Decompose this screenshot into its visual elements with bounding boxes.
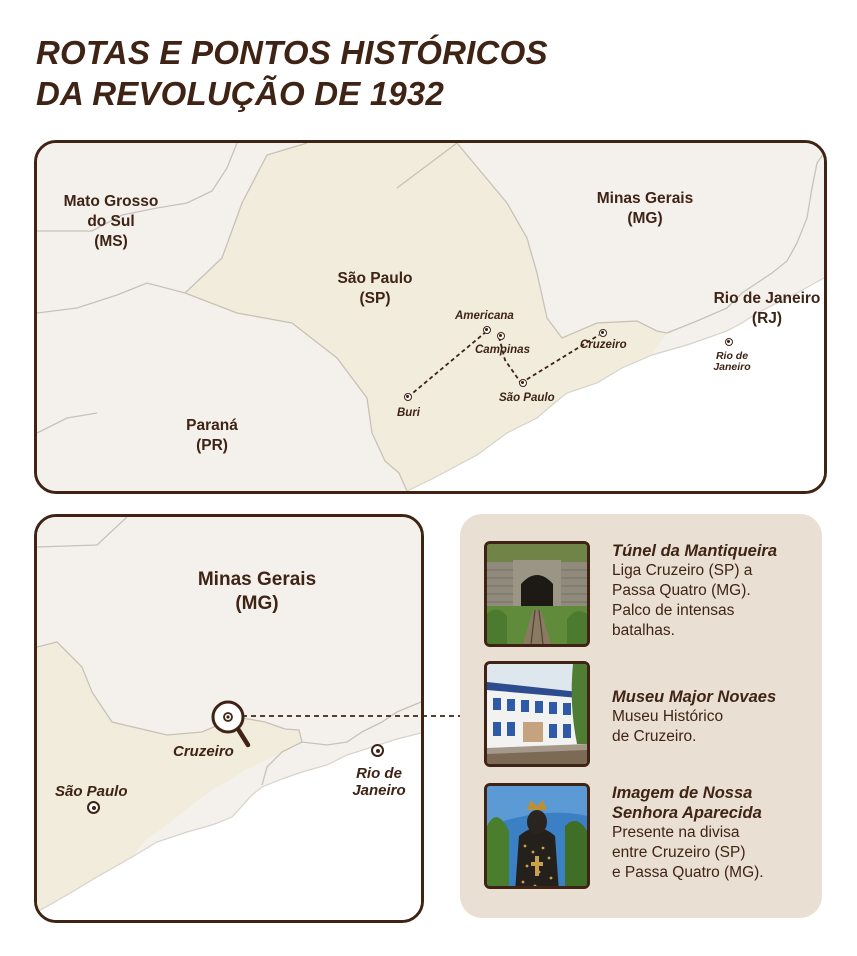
city-label-sao-paulo: São Paulo [55,783,128,800]
point-title: Imagem de Nossa Senhora Aparecida [612,784,762,822]
state-label-mg: Minas Gerais (MG) [596,190,694,227]
city-label-americana: Americana [455,310,514,322]
state-label-mg: Minas Gerais (MG) [197,569,317,614]
point-description: Museu Histórico de Cruzeiro. [612,708,724,745]
point-text [612,783,822,883]
point-title: Museu Major Novaes [612,688,777,706]
city-label-cruzeiro: Cruzeiro [580,339,627,351]
city-label-cruzeiro: Cruzeiro [173,743,234,760]
city-label-buri: Buri [397,407,420,419]
state-label-rj: Rio de Janeiro (RJ) [713,290,821,327]
point-text [612,541,822,641]
point-title: Túnel da Mantiqueira [612,542,778,560]
state-label-sp: São Paulo (SP) [337,270,413,307]
historic-points-panel [460,514,822,918]
city-label-rio: Rio de Janeiro [713,350,751,373]
state-label-ms: Mato Grosso do Sul (MS) [63,193,159,250]
city-label-rio: Rio de Janeiro [352,765,406,799]
state-label-pr: Paraná (PR) [186,417,238,454]
point-text [612,687,822,747]
statue-photo [484,783,590,889]
city-label-sao-paulo: São Paulo [499,392,555,404]
title-line-2: DA REVOLUÇÃO DE 1932 [36,75,445,112]
tunnel-photo [484,541,590,647]
point-description: Liga Cruzeiro (SP) a Passa Quatro (MG). Palco de intensas batalhas. [612,562,753,639]
point-description: Presente na divisa entre Cruzeiro (SP) e Passa Quatro (MG). [612,824,764,881]
title-line-1: ROTAS E PONTOS HISTÓRICOS [36,34,548,71]
museum-photo [484,661,590,767]
city-label-campinas: Campinas [475,344,530,356]
